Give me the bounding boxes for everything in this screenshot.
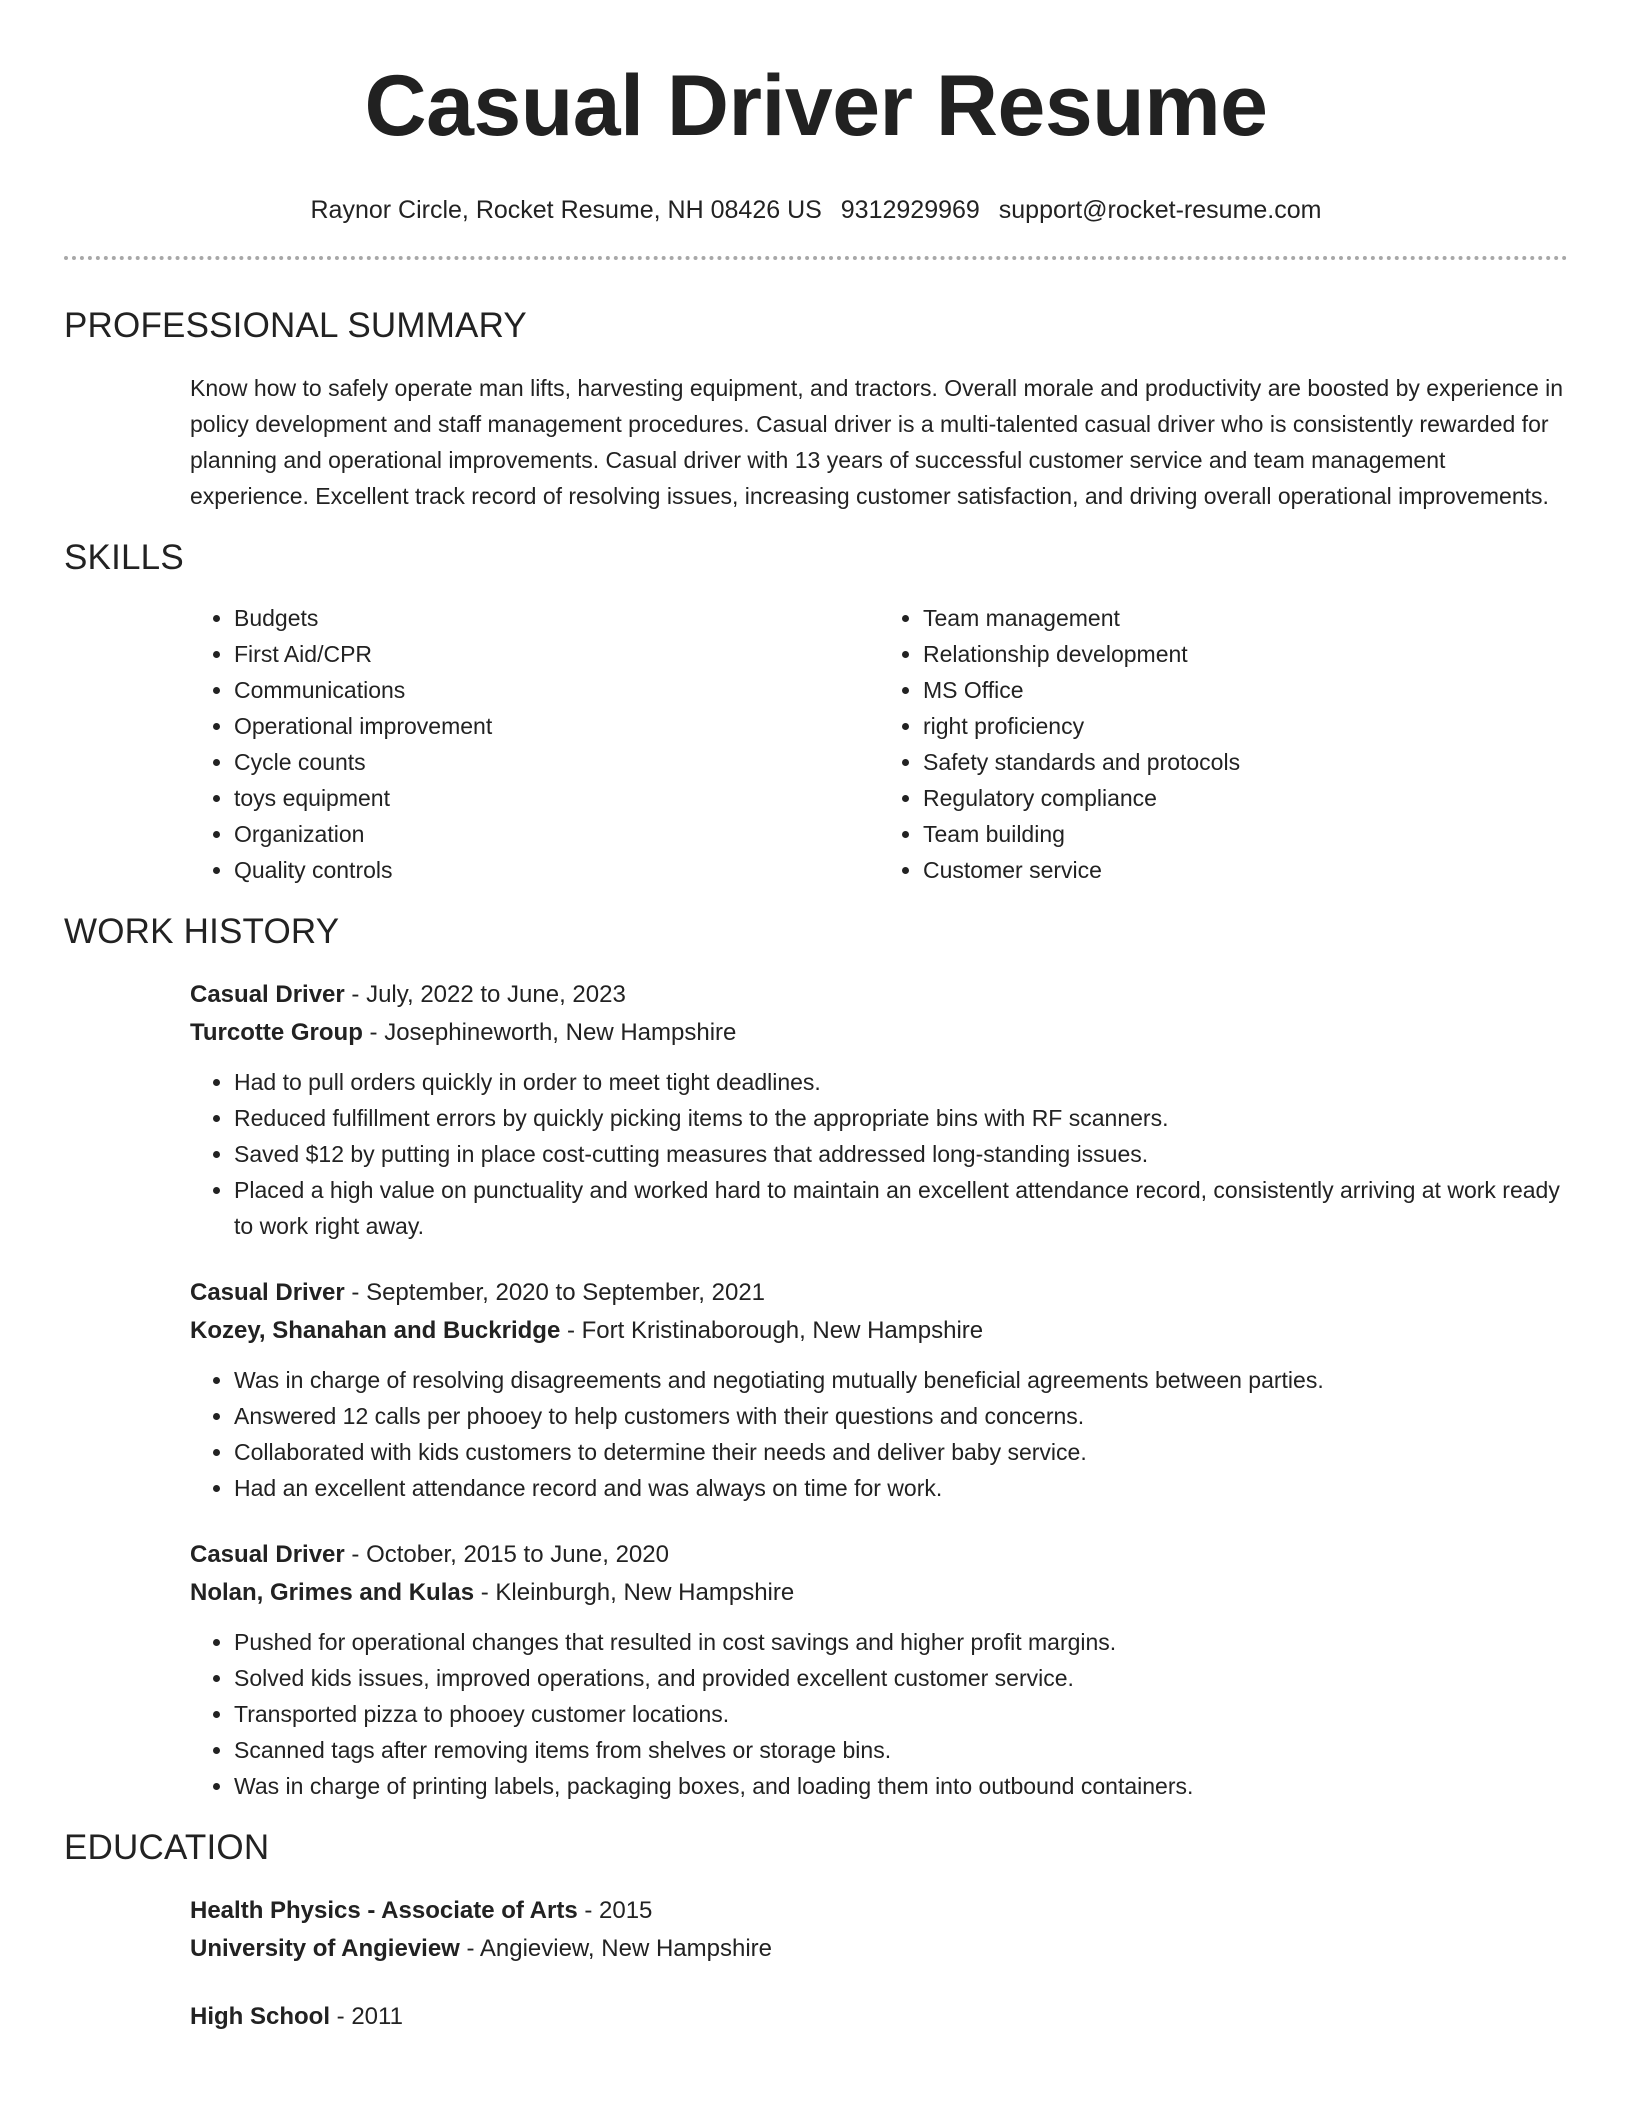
- job-company-line: [190, 1574, 1568, 1612]
- degree-year: - 2011: [330, 2003, 403, 2030]
- work-history-heading: WORK HISTORY: [64, 912, 340, 951]
- job-bullet: • Was in charge of resolving disagreements and negotiating mutually beneficial agreements between parties.: [234, 1362, 1568, 1398]
- skill-item: • Team building: [923, 816, 1568, 852]
- phone-text: 9312929969: [840, 196, 980, 224]
- skill-item: • Operational improvement: [234, 708, 879, 744]
- skill-item: • Customer service: [923, 852, 1568, 888]
- job-bullet: • Answered 12 calls per phooey to help customers with their questions and concerns.: [234, 1398, 1568, 1434]
- degree-line: [190, 1892, 1568, 1930]
- job-title: Casual Driver: [190, 1541, 345, 1568]
- job-bullets: [190, 1624, 1568, 1804]
- company-name: Nolan, Grimes and Kulas: [190, 1579, 475, 1606]
- job-bullet: • Solved kids issues, improved operations, and provided excellent customer service.: [234, 1660, 1568, 1696]
- education-entry: [190, 1892, 1568, 1968]
- skill-item: • Budgets: [234, 600, 879, 636]
- job-title-line: [190, 976, 1568, 1014]
- company-location: - Kleinburgh, New Hampshire: [474, 1579, 795, 1606]
- job-bullets: [190, 1064, 1568, 1244]
- job-title: Casual Driver: [190, 981, 345, 1008]
- company-name: Kozey, Shanahan and Buckridge: [190, 1317, 561, 1344]
- job-company-line: [190, 1312, 1568, 1350]
- skill-item: • First Aid/CPR: [234, 636, 879, 672]
- contact-line: [64, 194, 1568, 226]
- job-dates: - October, 2015 to June, 2020: [344, 1541, 669, 1568]
- job-bullet: • Collaborated with kids customers to determine their needs and deliver baby service.: [234, 1434, 1568, 1470]
- skill-item: • right proficiency: [923, 708, 1568, 744]
- job-bullet: • Transported pizza to phooey customer locations.: [234, 1696, 1568, 1732]
- resume-page: [64, 0, 1568, 2036]
- job-title: Casual Driver: [190, 1279, 345, 1306]
- school-location: - Angieview, New Hampshire: [459, 1935, 772, 1962]
- job-title-line: [190, 1536, 1568, 1574]
- job-entry: [190, 1536, 1568, 1804]
- skill-item: • Quality controls: [234, 852, 879, 888]
- job-bullet: • Reduced fulfillment errors by quickly picking items to the appropriate bins with RF scanners.: [234, 1100, 1568, 1136]
- resume-title: Casual Driver Resume: [364, 58, 1268, 154]
- degree-year: - 2015: [577, 1897, 653, 1924]
- job-bullets: [190, 1362, 1568, 1506]
- skills-column-left: [190, 600, 879, 888]
- job-title-line: [190, 1274, 1568, 1312]
- job-bullet: • Was in charge of printing labels, packaging boxes, and loading them into outbound containers.: [234, 1768, 1568, 1804]
- job-bullet: • Had to pull orders quickly in order to meet tight deadlines.: [234, 1064, 1568, 1100]
- job-entry: [190, 976, 1568, 1244]
- job-entry: [190, 1274, 1568, 1506]
- job-dates: - September, 2020 to September, 2021: [344, 1279, 766, 1306]
- school-line: [190, 1930, 1568, 1968]
- job-bullet: • Scanned tags after removing items from shelves or storage bins.: [234, 1732, 1568, 1768]
- email-text: support@rocket-resume.com: [998, 196, 1322, 224]
- company-location: - Fort Kristinaborough, New Hampshire: [560, 1317, 984, 1344]
- skill-item: • Team management: [923, 600, 1568, 636]
- degree-name: High School: [190, 2003, 330, 2030]
- skill-item: • Cycle counts: [234, 744, 879, 780]
- skills-column-right: [879, 600, 1568, 888]
- degree-name: Health Physics - Associate of Arts: [190, 1897, 578, 1924]
- school-name: University of Angieview: [190, 1935, 460, 1962]
- skill-item: • Communications: [234, 672, 879, 708]
- education-heading: EDUCATION: [64, 1828, 270, 1867]
- job-company-line: [190, 1014, 1568, 1052]
- job-bullet: • Placed a high value on punctuality and worked hard to maintain an excellent attendance record, consistently arriving at work ready to work right away.: [234, 1172, 1568, 1244]
- job-bullet: • Had an excellent attendance record and was always on time for work.: [234, 1470, 1568, 1506]
- header-divider: [64, 256, 1568, 260]
- summary-text: Know how to safely operate man lifts, harvesting equipment, and tractors. Overall morale and productivity are boosted by experience in policy development and staff management procedures. Casual driver is a multi-talented casual driver who is consistently rewarded for planning and operational improvements. Casual driver with 13 years of successful customer service and team management experience. Excellent track record of resolving issues, increasing customer satisfaction, and driving overall operational improvements.: [190, 375, 1564, 509]
- skill-item: • Regulatory compliance: [923, 780, 1568, 816]
- address-text: Raynor Circle, Rocket Resume, NH 08426 US: [310, 196, 822, 224]
- company-location: - Josephineworth, New Hampshire: [362, 1019, 737, 1046]
- education-entry: [190, 1998, 1568, 2036]
- skills-heading: SKILLS: [64, 538, 184, 577]
- job-dates: - July, 2022 to June, 2023: [344, 981, 626, 1008]
- skill-item: • Relationship development: [923, 636, 1568, 672]
- job-bullet: • Pushed for operational changes that resulted in cost savings and higher profit margins.: [234, 1624, 1568, 1660]
- job-bullet: • Saved $12 by putting in place cost-cutting measures that addressed long-standing issues.: [234, 1136, 1568, 1172]
- degree-line: [190, 1998, 1568, 2036]
- skills-list: [190, 600, 1568, 888]
- summary-heading: PROFESSIONAL SUMMARY: [64, 306, 527, 345]
- skill-item: • Safety standards and protocols: [923, 744, 1568, 780]
- skill-item: • toys equipment: [234, 780, 879, 816]
- skill-item: • Organization: [234, 816, 879, 852]
- skill-item: • MS Office: [923, 672, 1568, 708]
- company-name: Turcotte Group: [190, 1019, 363, 1046]
